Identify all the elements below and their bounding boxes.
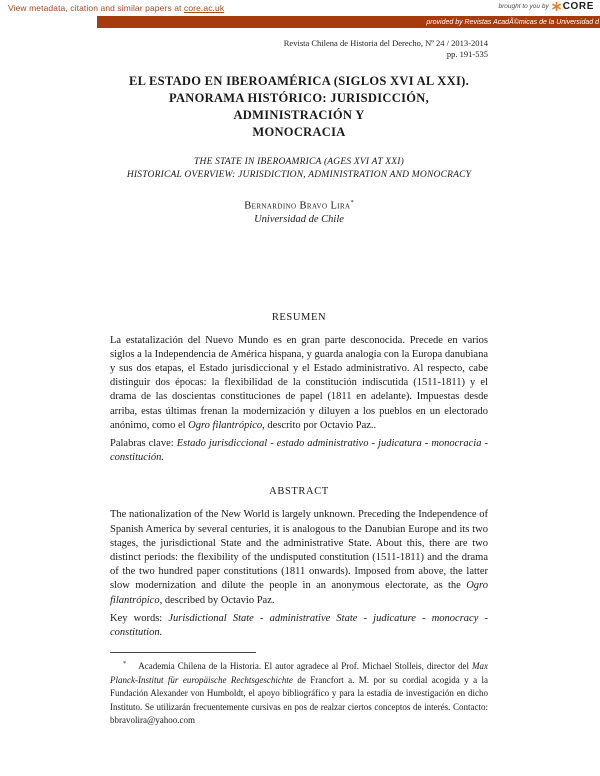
palabras-clave-label: Palabras clave:: [110, 437, 177, 449]
core-metadata-banner: [0, 0, 600, 30]
key-words-label: Key words:: [110, 612, 169, 624]
abstract-heading: ABSTRACT: [269, 486, 329, 498]
resumen-text-end: , descrito por Octavio Paz..: [262, 419, 377, 431]
footnote-part2: de Francfort a. M. por su cordial acogida y a la Fundación Alexander von Humboldt, el apoyo bibliográfico y para la estadía de investigación en dicho Instituto. Se utilizarán frecuentemente cursivas en pos de realzar ciertos conceptos de interés. Contacto: bbravolira@yahoo.com: [110, 674, 488, 726]
core-logo-label: CORE: [562, 1, 594, 12]
author-affiliation: Universidad de Chile: [254, 213, 344, 225]
banner-text-label: View metadata, citation and similar papers at: [8, 3, 182, 13]
provided-by-text: provided by Revistas AcadÃ©micas de la Universidad d: [426, 18, 599, 26]
brought-to-you-by-label: brought to you by: [498, 3, 549, 10]
paper-title: [110, 73, 488, 141]
key-words: [110, 612, 488, 640]
abstract-paragraph: [110, 508, 488, 607]
footnote-text: [110, 657, 488, 728]
document-page: [110, 38, 488, 728]
paper-title-line3: MONOCRACIA: [252, 125, 346, 139]
footnote-separator: [110, 652, 256, 653]
paper-title-english: [110, 156, 488, 182]
journal-reference: [110, 38, 488, 60]
abstract-text-end: , described by Octavio Paz.: [159, 594, 275, 606]
core-logo[interactable]: [552, 1, 594, 12]
core-logo-area: [498, 1, 594, 12]
footnote: [110, 652, 488, 728]
palabras-clave: [110, 437, 488, 465]
footnote-part1: Academia Chilena de la Historia. El autor agradece al Prof. Michael Stolleis, director del: [138, 661, 472, 672]
journal-issue-line: Revista Chilena de Historia del Derecho, Nº 24 / 2013-2014: [283, 38, 488, 48]
palabras-clave-list: Estado jurisdiccional - estado administrativo - judicatura - monocracia - constitución.: [110, 437, 488, 464]
core-link[interactable]: core.ac.uk: [183, 3, 225, 13]
paper-title-english-line1: THE STATE IN IBEROAMRICA (AGES XVI AT XXI): [194, 157, 404, 167]
resumen-text: La estatalización del Nuevo Mundo es en gran parte desconocida. Precede en varios siglos a la Independencia de América hispana, y guarda analogía con la Europa danubiana y sus dos etapas, el Estado jurisdiccional y el Estado administrativo. Al respecto, cabe distinguir dos épocas: la flexibilidad de la constitución indiscutida (1511-1811) y el drama de las doscientas constituciones de papel (1811 en adelante). Impuestas desde arriba, estas últimas frenan la modernización y diluyen a los pueblos en un electorado anónimo, como el: [110, 334, 488, 431]
author-name: [110, 196, 488, 213]
banner-text: [8, 3, 224, 13]
paper-title-english-line2: HISTORICAL OVERVIEW: JURISDICTION, ADMINISTRATION AND MONOCRACY: [126, 170, 472, 180]
provided-by-bar: [97, 16, 600, 28]
abstract-text: The nationalization of the New World is largely unknown. Preceding the Independence of Spanish America by several centuries, it is analogous to the Danubian Europe and its two stages, the jurisdictional State and the administrative State. About this, there are two distinct periods: the flexibility of the undisputed constitution (1511-1811) and the drama of the two hundred paper constitutions (1811 onwards). Imposed from above, the latter slow modernization and dilute the people in an anonymous electorate, as the: [110, 509, 488, 592]
core-logo-icon: [552, 2, 561, 11]
resumen-italic-term: Ogro filantrópico: [188, 419, 263, 431]
journal-pages-line: pp. 191-535: [446, 49, 488, 59]
footnote-marker: *: [123, 660, 127, 668]
paper-title-line2: PANORAMA HISTÓRICO: JURISDICCIÓN, ADMINISTRACIÓN Y: [168, 91, 430, 122]
resumen-heading: RESUMEN: [271, 311, 327, 323]
footnote-institute-italic: Max Planck-Institut für europäische Rechtsgeschichte: [110, 661, 488, 685]
paper-title-line1: EL ESTADO EN IBEROAMÉRICA (SIGLOS XVI AL XXI).: [128, 74, 470, 88]
key-words-list: Jurisdictional State - administrative State - judicature - monocracy - constitution.: [110, 612, 488, 638]
resumen-paragraph: [110, 334, 488, 433]
author-name-text: Bernardino Bravo Lira: [244, 200, 351, 212]
author-footnote-marker: *: [350, 199, 354, 206]
abstract-italic-term: Ogro filantrópico: [110, 580, 488, 606]
